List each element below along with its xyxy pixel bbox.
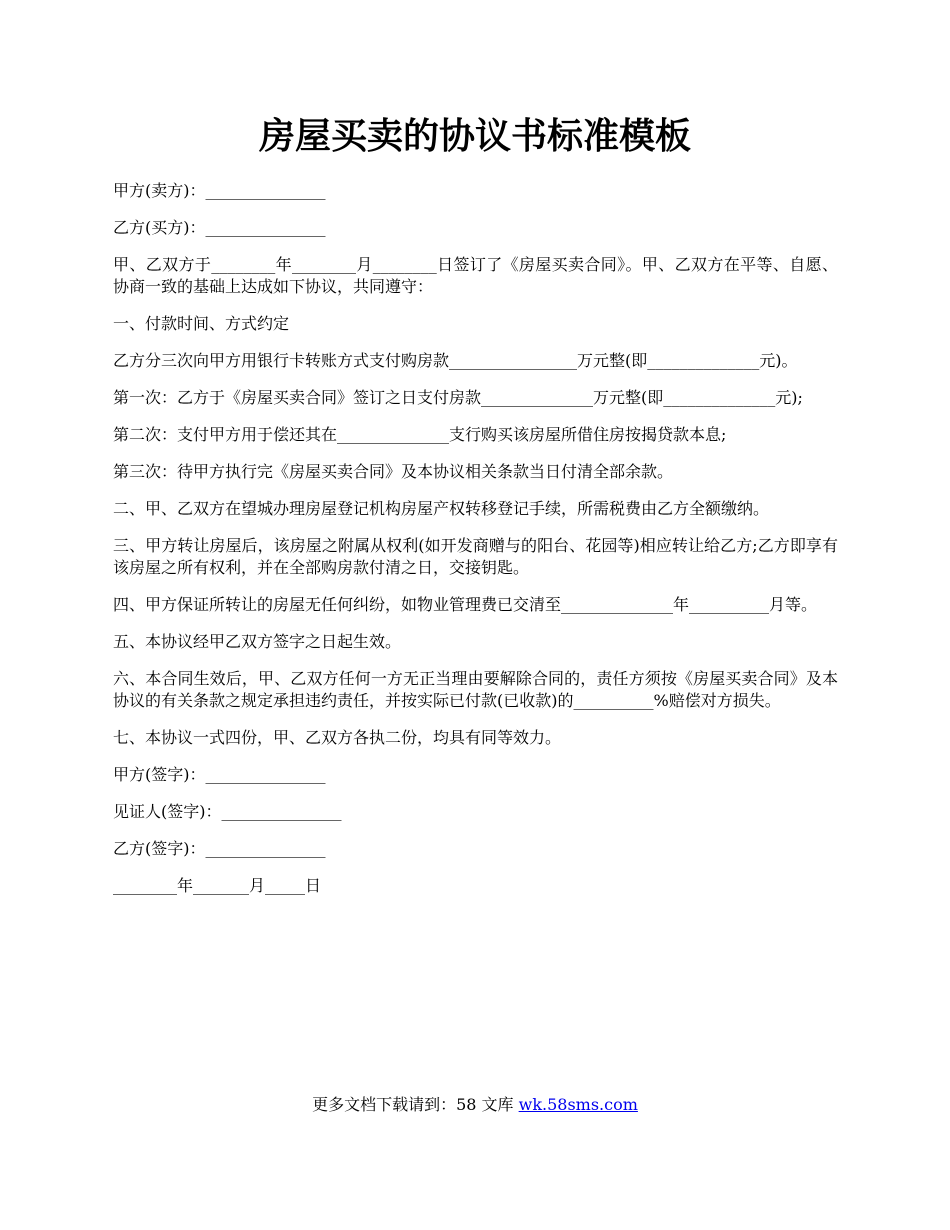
clause-1-heading: 一、付款时间、方式约定 xyxy=(113,314,290,333)
footer xyxy=(0,1094,950,1116)
clause-6: 六、本合同生效后，甲、乙双方任何一方无正当理由要解除合同的，责任方须按《房屋买卖合同》及本协议的有关条款之规定承担违约责任，并按实际已付款(已收款)的__________%赔偿对方损失。 xyxy=(113,669,838,710)
payment-total: 乙方分三次向甲方用银行卡转账方式支付购房款________________万元整(即______________元)。 xyxy=(113,351,798,370)
document-title: 房屋买卖的协议书标准模板 xyxy=(258,115,691,157)
clause-2: 二、甲、乙双方在望城办理房屋登记机构房屋产权转移登记手续，所需税费由乙方全额缴纳。 xyxy=(113,499,770,518)
party-b-buyer: 乙方(买方)：_______________ xyxy=(113,218,326,237)
clause-3: 三、甲方转让房屋后，该房屋之附属从权利(如开发商赠与的阳台、花园等)相应转让给乙方;乙方即享有该房屋之所有权利，并在全部购房款付清之日，交接钥匙。 xyxy=(113,536,838,577)
clause-4: 四、甲方保证所转让的房屋无任何纠纷，如物业管理费已交清至______________年__________月等。 xyxy=(113,595,818,614)
footer-prefix: 更多文档下载请到：58 文库 xyxy=(312,1095,519,1114)
signature-party-b: 乙方(签字)：_______________ xyxy=(113,839,326,858)
signature-witness: 见证人(签字)：_______________ xyxy=(113,802,342,821)
payment-third: 第三次：待甲方执行完《房屋买卖合同》及本协议相关条款当日付清全部余款。 xyxy=(113,462,674,481)
signature-party-a: 甲方(签字)：_______________ xyxy=(113,765,326,784)
signature-date: ________年_______月_____日 xyxy=(113,876,322,895)
party-a-seller: 甲方(卖方)：_______________ xyxy=(113,181,326,200)
clause-5: 五、本协议经甲乙双方签字之日起生效。 xyxy=(113,632,402,651)
payment-second: 第二次：支付甲方用于偿还其在______________支行购买该房屋所借住房按揭贷款本息; xyxy=(113,425,727,444)
document-body xyxy=(113,180,838,912)
clause-7: 七、本协议一式四份，甲、乙双方各执二份，均具有同等效力。 xyxy=(113,728,562,747)
payment-first: 第一次：乙方于《房屋买卖合同》签订之日支付房款______________万元整(即______________元); xyxy=(113,388,803,407)
footer-link[interactable]: wk.58sms.com xyxy=(518,1095,638,1114)
intro-paragraph: 甲、乙双方于________年________月________日签订了《房屋买卖合同》。甲、乙双方在平等、自愿、协商一致的基础上达成如下协议，共同遵守： xyxy=(113,255,838,296)
